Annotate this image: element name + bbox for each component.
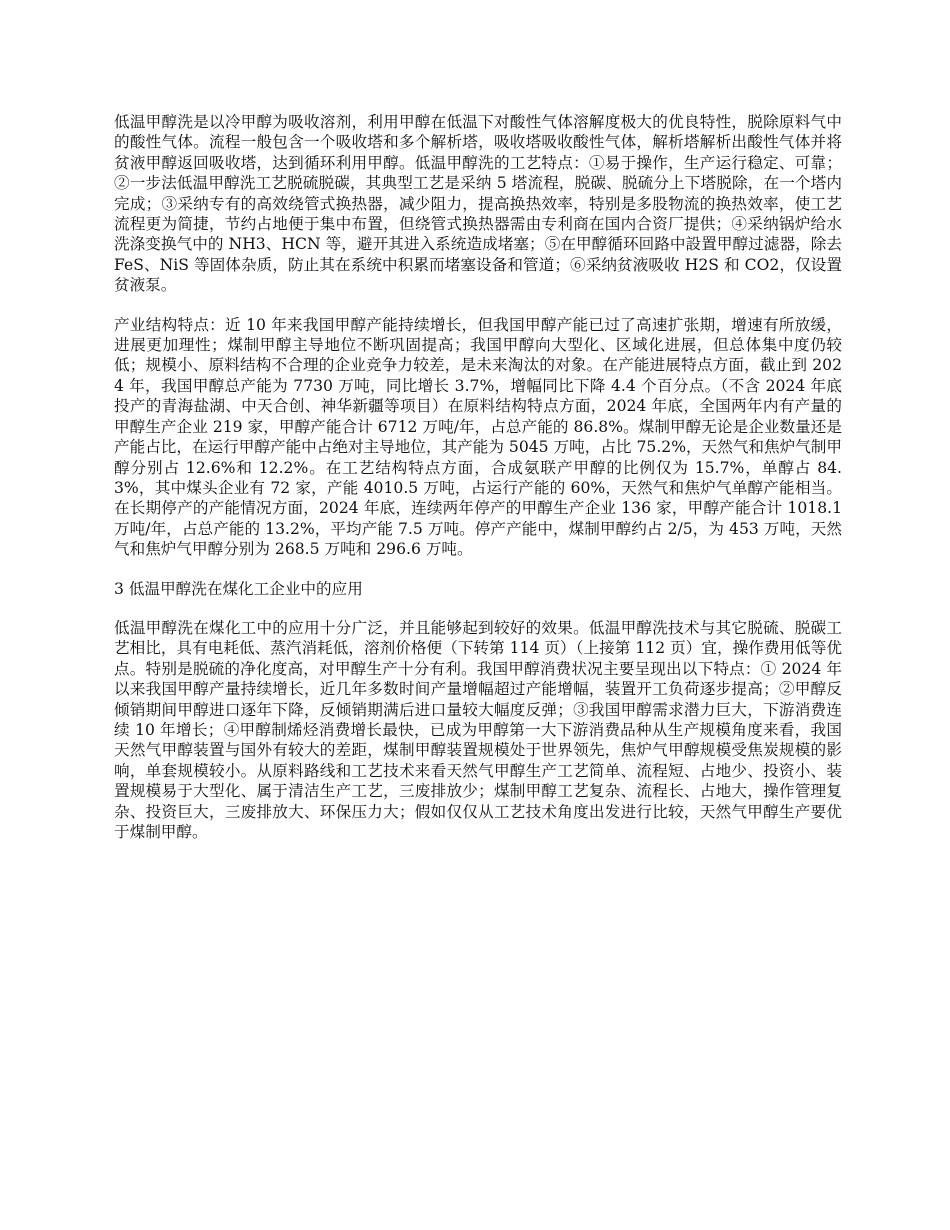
section-heading: 3 低温甲醇洗在煤化工企业中的应用 [114, 579, 363, 598]
paragraph-spacer [114, 296, 842, 315]
paragraph-industry-structure: 产业结构特点：近 10 年来我国甲醇产能持续增长，但我国甲醇产能已过了高速扩张期，增速有所放缓，进展更加理性；煤制甲醇主导地位不断巩固提高；我国甲醇向大型化、区域化进展，但总体集中度仍较低；规模小、原料结构不合理的企业竞争力较差，是未来淘汰的对象。在产能进展特点方面，截止到 2024 年，我国甲醇总产能为 7730 万吨，同比增长 3.7%，增幅同比下降 4.4 个百分点。（不含 2024 年底投产的青海盐湖、中天合创、神华新疆等项目）在原料结构特点方面，2024 年底，全国两年内有产量的甲醇生产企业 219 家，甲醇产能合计 6712 万吨/年，占总产能的 86.8%。煤制甲醇无论是企业数量还是产能占比，在运行甲醇产能中占绝对主导地位，其产能为 5045 万吨，占比 75.2%，天然气和焦炉气制甲醇分别占 12.6%和 12.2%。在工艺结构特点方面，合成氨联产甲醇的比例仅为 15.7%，单醇占 84.3%，其中煤头企业有 72 家，产能 4010.5 万吨，占运行产能的 60%，天然气和焦炉气单醇产能相当。在长期停产的产能情况方面，2024 年底，连续两年停产的甲醇生产企业 136 家，甲醇产能合计 1018.1 万吨/年，占总产能的 13.2%，平均产能 7.5 万吨。停产产能中，煤制甲醇约占 2/5，为 453 万吨，天然气和焦炉气甲醇分别为 268.5 万吨和 296.6 万吨。 [114, 315, 842, 559]
paragraph-application: 低温甲醇洗在煤化工中的应用十分广泛，并且能够起到较好的效果。低温甲醇洗技术与其它脱硫、脱碳工艺相比，具有电耗低、蒸汽消耗低，溶剂价格便（下转第 114 页）（上接第 112 页）宜，操作费用低等优点。特别是脱硫的净化度高，对甲醇生产十分有利。我国甲醇消费状况主要呈现出以下特点：① 2024 年以来我国甲醇产量持续增长，近几年多数时间产量增幅超过产能增幅，装置开工负荷逐步提高；②甲醇反倾销期间甲醇进口逐年下降，反倾销期满后进口量较大幅度反弹；③我国甲醇需求潜力巨大，下游消费连续 10 年增长；④甲醇制烯烃消费增长最快，已成为甲醇第一大下游消费品种从生产规模角度来看，我国天然气甲醇装置与国外有较大的差距，煤制甲醇装置规模处于世界领先，焦炉气甲醇规模受焦炭规模的影响，单套规模较小。从原料路线和工艺技术来看天然气甲醇生产工艺简单、流程短、占地少、投资小、装置规模易于大型化、属于清洁生产工艺，三废排放少；煤制甲醇工艺复杂、流程长、占地大，操作管理复杂、投资巨大，三废排放大、环保压力大；假如仅仅从工艺技术角度出发进行比较，天然气甲醇生产要优于煤制甲醇。 [114, 618, 842, 841]
paragraph-low-temp-methanol-wash-intro: 低温甲醇洗是以冷甲醇为吸收溶剂，利用甲醇在低温下对酸性气体溶解度极大的优良特性，脱除原料气中的酸性气体。流程一般包含一个吸收塔和多个解析塔，吸收塔吸收酸性气体，解析塔解析出酸性气体并将贫液甲醇返回吸收塔，达到循环利用甲醇。低温甲醇洗的工艺特点：①易于操作，生产运行稳定、可靠；②一步法低温甲醇洗工艺脱硫脱碳，其典型工艺是采纳 5 塔流程，脱碳、脱硫分上下塔脱除，在一个塔内完成；③采纳专有的高效绕管式换热器，减少阻力，提高换热效率，特别是多股物流的换热效率，使工艺流程更为简捷，节约占地便于集中布置，但绕管式换热器需由专利商在国内合资厂提供；④采纳锅炉给水洗涤变换气中的 NH3、HCN 等，避开其进入系统造成堵塞；⑤在甲醇循环回路中設置甲醇过滤器，除去 FeS、NiS 等固体杂质，防止其在系统中积累而堵塞设备和管道；⑥采纳贫液吸收 H2S 和 CO2，仅设置贫液泵。 [114, 113, 842, 295]
paragraph-spacer [114, 560, 842, 579]
document-page [114, 112, 842, 842]
paragraph-spacer [114, 599, 842, 618]
